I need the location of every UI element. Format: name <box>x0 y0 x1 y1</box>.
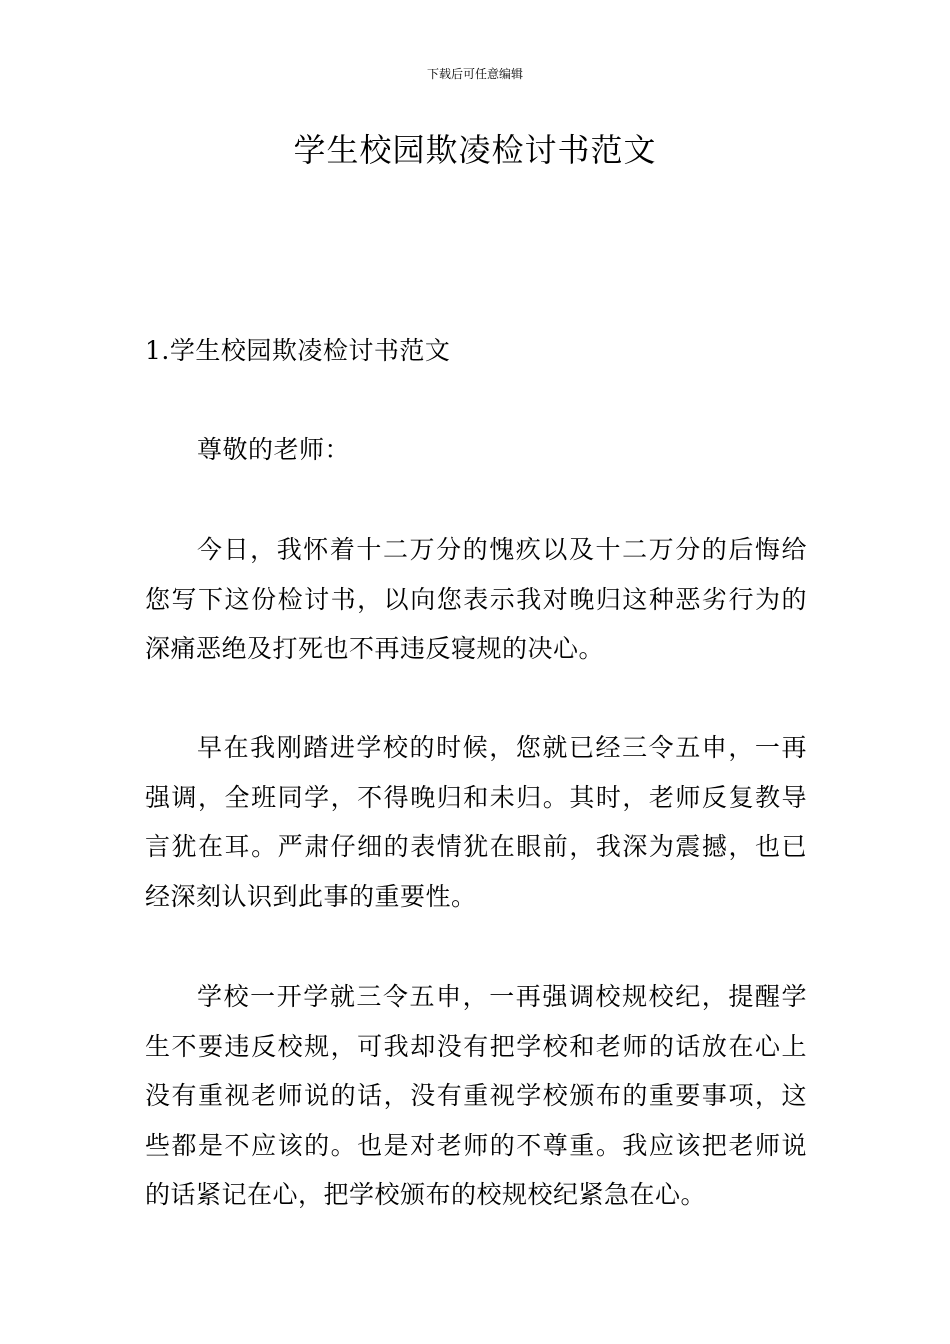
paragraph-1: 今日，我怀着十二万分的愧疚以及十二万分的后悔给您写下这份检讨书，以向您表示我对晚归这种恶劣行为的深痛恶绝及打死也不再违反寝规的决心。 <box>145 535 807 663</box>
paragraph-2: 早在我刚踏进学校的时候，您就已经三令五申，一再强调，全班同学，不得晚归和未归。其时，老师反复教导言犹在耳。严肃仔细的表情犹在眼前，我深为震撼，也已经深刻认识到此事的重要性。 <box>145 733 807 911</box>
section-heading: 1.学生校园欺凌检讨书范文 <box>145 336 451 365</box>
salutation: 尊敬的老师： <box>197 435 351 464</box>
document-title: 学生校园欺凌检讨书范文 <box>293 131 657 169</box>
header-note: 下载后可任意编辑 <box>426 67 523 81</box>
paragraph-3: 学校一开学就三令五申，一再强调校规校纪，提醒学生不要违反校规，可我却没有把学校和老师的话放在心上没有重视老师说的话，没有重视学校颁布的重要事项，这些都是不应该的。也是对老师的不尊重。我应该把老师说的话紧记在心，把学校颁布的校规校纪紧急在心。 <box>145 982 807 1209</box>
